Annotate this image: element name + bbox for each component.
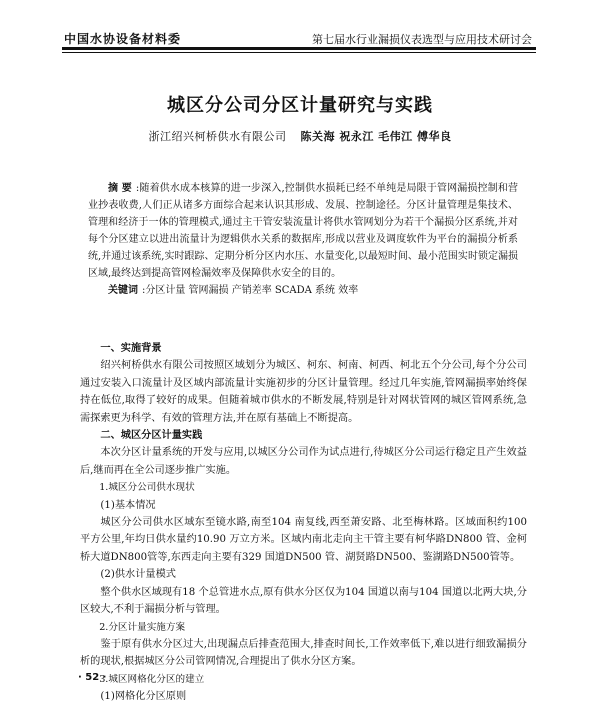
author-line: [0, 128, 600, 144]
subsection-2-2-paragraph: 鉴于原有供水分区过大,出现漏点后排查范围大,排查时间长,工作效率低下,难以进行细致漏损分析的现状,根据城区分公司管网情况,合理提出了供水分区方案。: [80, 638, 527, 668]
abstract-text: :随着供水成本核算的进一步深入,控制供水损耗已经不单纯是局限于管网漏损控制和营业抄表收费,人们正从诸多方面综合起来认识其形成、发展、控制途径。分区计量管理是集技术、管理和经济于一体的管理模式,通过主干管安装流量计将供水管网划分为若干个漏损分区系统,并对每个分区建立以进出流量计为逻辑供水关系的数据库,形成以营业及调度软件为平台的漏损分析系统,并通过该系统,实时跟踪、定期分析分区内水压、水量变化,以最短时间、最小范围实时锁定漏损区域,最终达到提高管网检漏效率及保障供水安全的目的。: [88, 183, 518, 279]
running-header-right: 第七届水行业漏损仪表选型与应用技术研讨会: [312, 33, 532, 46]
header-rule-thin: [62, 52, 536, 53]
subsection-heading-2-1-2: (2)供水计量模式: [100, 569, 176, 581]
subsection-heading-2-1: 1.城区分公司供水现状: [99, 482, 195, 494]
keywords-label: 关键词: [108, 285, 138, 296]
section-heading-2: 二、城区分区计量实践: [100, 429, 203, 442]
author-names: 陈关海 祝永江 毛伟江 傅华良: [300, 130, 452, 143]
section-1-paragraph: 绍兴柯桥供水有限公司按照区域划分为城区、柯东、柯南、柯西、柯北五个分公司,每个分公司通过安装入口流量计及区域内部流量计实施初步的分区计量管理。经过几年实施,管网漏损率始终保持在低位,取得了较好的成果。但随着城市供水的不断发展,特别是针对网状管网的城区管网系统,急需探索更为科学、有效的管理方法,并在原有基础上不断提高。: [80, 360, 527, 424]
subsection-2-1-1-paragraph: 城区分公司供水区域东至镜水路,南至104 南复线,西至萧安路、北至梅林路。区域面积约100 平方公里,年均日供水量约10.90 万立方米。区域内南北走向主干管主要有柯华路DN800 管、金柯桥大道DN800管等,东西走向主要有329 国道DN500 管、湖贤路DN500、鉴湖路DN500管等。: [80, 517, 527, 563]
header-rule-thick: [62, 47, 536, 50]
subsection-heading-2-3: 3.城区网格化分区的建立: [99, 673, 205, 685]
abstract-paragraph: [88, 180, 518, 282]
page-number: · 52 ·: [78, 672, 107, 683]
abstract-block: [88, 180, 518, 299]
section-2-paragraph: 本次分区计量系统的开发与应用,以城区分公司作为试点进行,待城区分公司运行稳定且产生效益后,继而再在全公司逐步推广实施。: [80, 447, 527, 476]
subsection-heading-2-2: 2.分区计量实施方案: [99, 621, 186, 633]
subsection-2-1-2-paragraph: 整个供水区域现有18 个总管进水点,原有供水分区仅为104 国道以南与104 国道以北两大块,分区较大,不利于漏损分析与管理。: [80, 586, 527, 616]
running-header-left: 中国水协设备材料委: [64, 32, 182, 46]
subsection-heading-2-3-1: (1)网格化分区原则: [100, 691, 187, 703]
subsection-heading-2-1-1: (1)基本情况: [100, 499, 156, 511]
author-affiliation: 浙江绍兴柯桥供水有限公司: [148, 130, 287, 143]
keywords-paragraph: [88, 282, 518, 299]
section-heading-1: 一、实施背景: [100, 342, 162, 354]
body-text: [80, 340, 527, 706]
keywords-text: :分区计量 管网漏损 产销差率 SCADA 系统 效率: [142, 285, 359, 296]
paper-title: 城区分公司分区计量研究与实践: [167, 95, 433, 116]
abstract-label: 摘 要: [108, 183, 132, 194]
